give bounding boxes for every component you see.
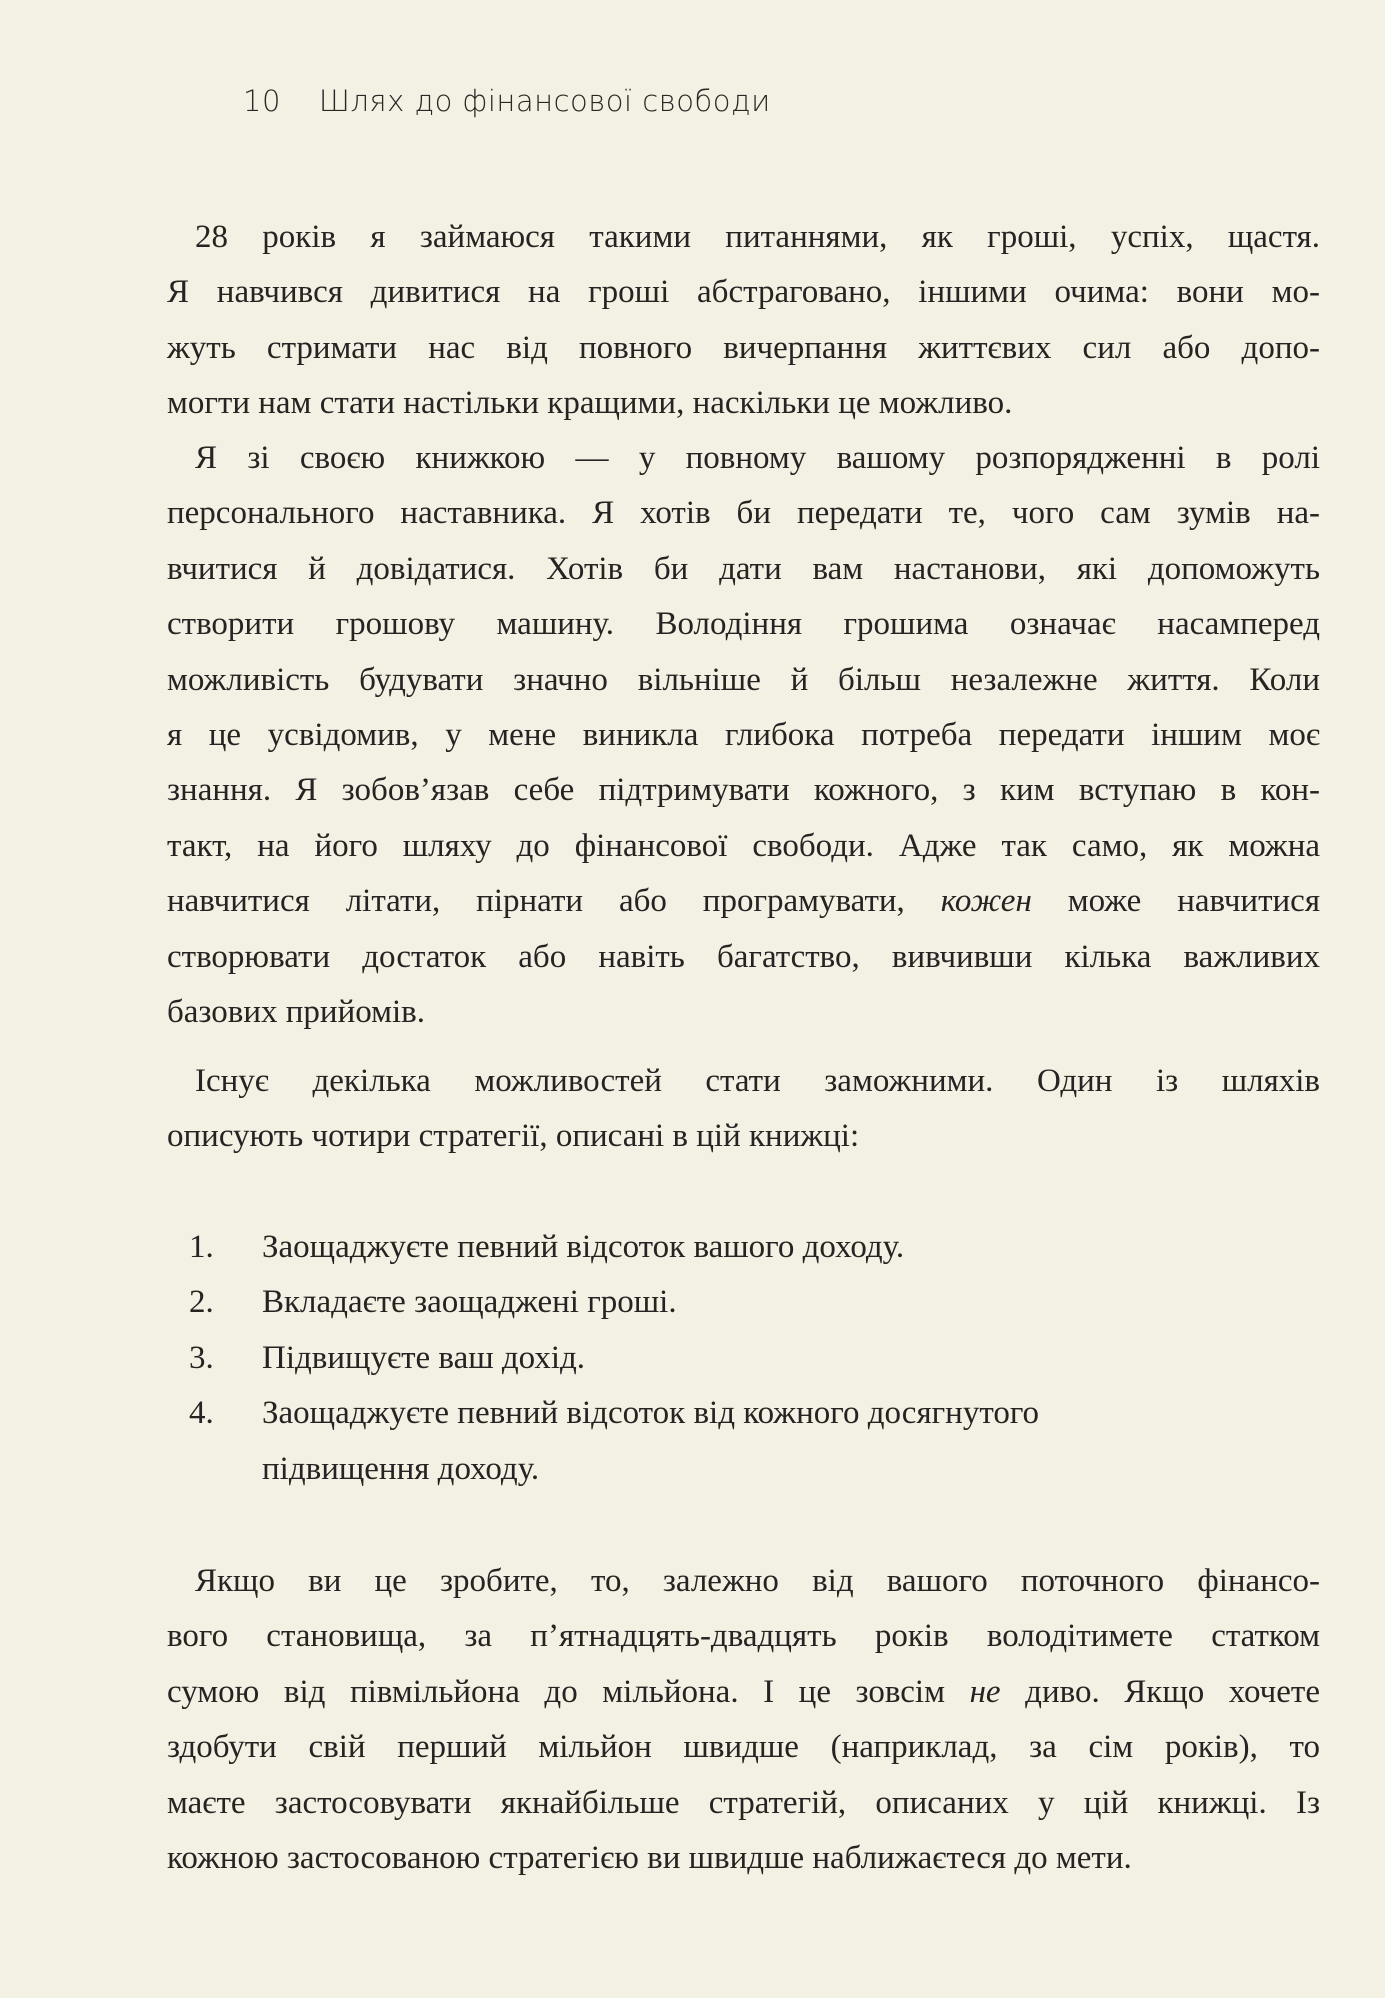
text-line: могти нам стати настільки кращими, наскільки це можливо.	[167, 385, 1013, 422]
text-line: навчитися літати, пірнати або програмувати, кожен може навчитися	[167, 883, 1320, 920]
paragraph-4	[167, 1554, 1320, 1886]
list-number: 2.	[189, 1284, 214, 1321]
text-line: можливість будувати значно вільніше й більш незалежне життя. Коли	[167, 661, 1320, 698]
text-line: вчитися й довідатися. Хотів би дати вам настанови, які допоможуть	[167, 550, 1320, 587]
list-text: Вкладаєте заощаджені гроші.	[262, 1284, 677, 1321]
text-line: здобути свій перший мільйон швидше (наприклад, за сім років), то	[167, 1729, 1320, 1766]
paragraph-1	[167, 210, 1320, 432]
list-item	[167, 1275, 1320, 1330]
list-text: підвищення доходу.	[262, 1450, 540, 1487]
list-item	[167, 1386, 1320, 1441]
paragraph-3	[167, 1054, 1320, 1165]
list-number: 4.	[189, 1395, 214, 1432]
text-line: описують чотири стратегії, описані в цій книжці:	[167, 1118, 860, 1155]
page-number: 10	[243, 84, 281, 118]
strategy-list	[167, 1220, 1320, 1497]
list-text: Заощаджуєте певний відсоток вашого доходу.	[262, 1229, 905, 1265]
paragraph-2	[167, 431, 1320, 1040]
list-item	[167, 1442, 1320, 1497]
emphasis: не	[969, 1673, 1001, 1710]
list-number: 3.	[189, 1339, 214, 1376]
text-line: кожною застосованою стратегією ви швидше наближаєтеся до мети.	[167, 1839, 1132, 1876]
text-line: створювати достаток або навіть багатство, вивчивши кілька важливих	[167, 938, 1320, 975]
list-text: Підвищуєте ваш дохід.	[262, 1339, 586, 1376]
text-line: Я навчився дивитися на гроші абстраговано, іншими очима: вони мо-	[167, 274, 1320, 311]
running-title: Шлях до фінансової свободи	[318, 84, 771, 118]
text-line: жуть стримати нас від повного вичерпання життєвих сил або допо-	[167, 329, 1320, 366]
list-number: 1.	[189, 1229, 214, 1265]
text-line: я це усвідомив, у мене виникла глибока потреба передати іншим моє	[167, 716, 1320, 753]
text-line: створити грошову машину. Володіння грошима означає насамперед	[167, 606, 1320, 643]
text-line: 28 років я займаюся такими питаннями, як гроші, успіх, щастя.	[195, 219, 1320, 255]
list-number	[167, 1442, 262, 1497]
text-line: сумою від півмільйона до мільйона. І це зовсім не диво. Якщо хочете	[167, 1673, 1320, 1710]
text-line: знання. Я зобов’язав себе підтримувати кожного, з ким вступаю в кон-	[167, 772, 1320, 809]
text-line: такт, на його шляху до фінансової свободи. Адже так само, як можна	[167, 827, 1320, 864]
running-header	[243, 84, 771, 118]
text-line: Я зі своєю книжкою — у повному вашому розпорядженні в ролі	[195, 440, 1320, 476]
list-item	[167, 1331, 1320, 1386]
text-line: базових прийомів.	[167, 993, 426, 1030]
text-line: персонального наставника. Я хотів би передати те, чого сам зумів на-	[167, 495, 1320, 532]
text-line: Існує декілька можливостей стати заможними. Один із шляхів	[195, 1063, 1320, 1099]
text-line: маєте застосовувати якнайбільше стратегій, описаних у цій книжці. Із	[167, 1784, 1320, 1821]
list-text: Заощаджуєте певний відсоток від кожного досягнутого	[262, 1395, 1040, 1432]
emphasis: кожен	[940, 883, 1032, 920]
text-line: вого становища, за п’ятнадцять-двадцять років володітимете статком	[167, 1618, 1320, 1655]
text-line: Якщо ви це зробите, то, залежно від вашого поточного фінансо-	[195, 1563, 1320, 1599]
list-item	[167, 1220, 1320, 1275]
